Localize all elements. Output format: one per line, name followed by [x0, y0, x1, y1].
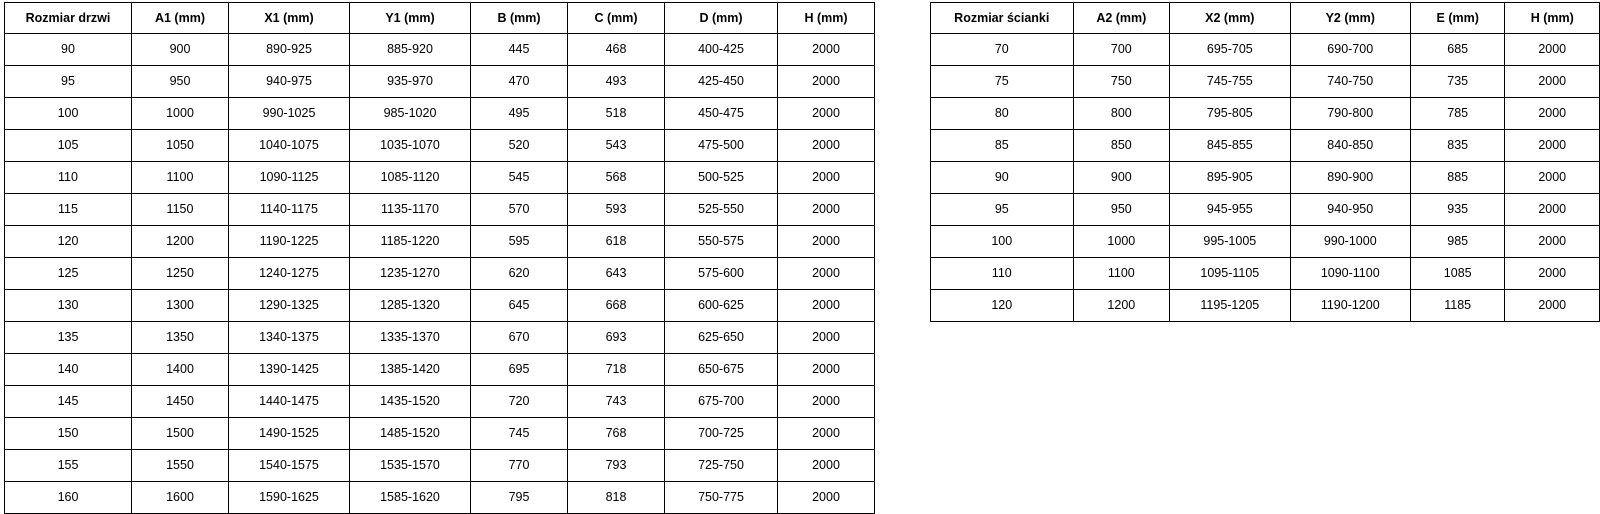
table-cell: 95 [5, 66, 132, 98]
table-cell: 935-970 [350, 66, 471, 98]
table-cell: 135 [5, 322, 132, 354]
table-cell: 1350 [132, 322, 229, 354]
table-cell: 145 [5, 386, 132, 418]
table-cell: 650-675 [665, 354, 778, 386]
table-cell: 768 [568, 418, 665, 450]
table-row [5, 130, 875, 162]
column-header-doors-0: Rozmiar drzwi [5, 3, 132, 34]
table-cell: 2000 [1505, 226, 1600, 258]
column-header-doors-7: H (mm) [778, 3, 875, 34]
table-row [931, 66, 1600, 98]
table-cell: 720 [471, 386, 568, 418]
table-cell: 1200 [132, 226, 229, 258]
table-cell: 2000 [778, 98, 875, 130]
table-cell: 468 [568, 34, 665, 66]
table-row [5, 450, 875, 482]
doors-dimensions-table [4, 2, 875, 514]
table-cell: 1090-1125 [229, 162, 350, 194]
table-row [5, 482, 875, 514]
table-cell: 685 [1410, 34, 1505, 66]
table-cell: 500-525 [665, 162, 778, 194]
table-cell: 1500 [132, 418, 229, 450]
table-row [5, 226, 875, 258]
table-cell: 575-600 [665, 258, 778, 290]
table-cell: 1600 [132, 482, 229, 514]
table-cell: 693 [568, 322, 665, 354]
table-row [931, 194, 1600, 226]
table-cell: 675-700 [665, 386, 778, 418]
table-cell: 940-950 [1290, 194, 1410, 226]
table-cell: 525-550 [665, 194, 778, 226]
table-row [5, 194, 875, 226]
table-cell: 2000 [778, 162, 875, 194]
table-cell: 745-755 [1170, 66, 1290, 98]
table-cell: 2000 [778, 130, 875, 162]
table-cell: 1040-1075 [229, 130, 350, 162]
table-cell: 120 [5, 226, 132, 258]
table-cell: 445 [471, 34, 568, 66]
table-cell: 985 [1410, 226, 1505, 258]
table-header-row [931, 3, 1600, 34]
table-cell: 985-1020 [350, 98, 471, 130]
table-cell: 600-625 [665, 290, 778, 322]
column-header-doors-3: Y1 (mm) [350, 3, 471, 34]
table-cell: 1440-1475 [229, 386, 350, 418]
table-cell: 400-425 [665, 34, 778, 66]
table-cell: 835 [1410, 130, 1505, 162]
table-cell: 1435-1520 [350, 386, 471, 418]
table-cell: 1385-1420 [350, 354, 471, 386]
table-cell: 2000 [778, 194, 875, 226]
column-header-doors-1: A1 (mm) [132, 3, 229, 34]
table-cell: 470 [471, 66, 568, 98]
table-cell: 100 [931, 226, 1074, 258]
table-cell: 2000 [1505, 130, 1600, 162]
table-cell: 790-800 [1290, 98, 1410, 130]
table-cell: 2000 [1505, 66, 1600, 98]
table-row [5, 386, 875, 418]
table-cell: 700 [1073, 34, 1170, 66]
table-cell: 1585-1620 [350, 482, 471, 514]
table-cell: 1550 [132, 450, 229, 482]
table-cell: 2000 [778, 450, 875, 482]
table-cell: 2000 [1505, 194, 1600, 226]
table-cell: 2000 [1505, 258, 1600, 290]
table-cell: 695 [471, 354, 568, 386]
table-cell: 950 [1073, 194, 1170, 226]
column-header-doors-2: X1 (mm) [229, 3, 350, 34]
table-cell: 718 [568, 354, 665, 386]
table-cell: 2000 [778, 482, 875, 514]
table-row [931, 258, 1600, 290]
table-cell: 110 [5, 162, 132, 194]
table-cell: 1135-1170 [350, 194, 471, 226]
table-cell: 1335-1370 [350, 322, 471, 354]
table-cell: 818 [568, 482, 665, 514]
table-cell: 1390-1425 [229, 354, 350, 386]
table-cell: 1185-1220 [350, 226, 471, 258]
table-cell: 2000 [1505, 290, 1600, 322]
table-cell: 840-850 [1290, 130, 1410, 162]
table-cell: 770 [471, 450, 568, 482]
table-cell: 593 [568, 194, 665, 226]
table-cell: 1085-1120 [350, 162, 471, 194]
table-row [5, 354, 875, 386]
table-cell: 620 [471, 258, 568, 290]
table-cell: 700-725 [665, 418, 778, 450]
table-cell: 1090-1100 [1290, 258, 1410, 290]
table-cell: 900 [132, 34, 229, 66]
table-cell: 1095-1105 [1170, 258, 1290, 290]
table-cell: 155 [5, 450, 132, 482]
table-cell: 745 [471, 418, 568, 450]
table-cell: 990-1000 [1290, 226, 1410, 258]
table-cell: 1490-1525 [229, 418, 350, 450]
table-cell: 568 [568, 162, 665, 194]
table-cell: 1240-1275 [229, 258, 350, 290]
table-cell: 130 [5, 290, 132, 322]
table-cell: 645 [471, 290, 568, 322]
walls-dimensions-table [930, 2, 1600, 322]
table-cell: 70 [931, 34, 1074, 66]
table-cell: 750 [1073, 66, 1170, 98]
table-cell: 1400 [132, 354, 229, 386]
table-cell: 885 [1410, 162, 1505, 194]
table-cell: 1100 [1073, 258, 1170, 290]
table-row [5, 34, 875, 66]
table-cell: 80 [931, 98, 1074, 130]
column-header-walls-0: Rozmiar ścianki [931, 3, 1074, 34]
table-cell: 2000 [778, 418, 875, 450]
table-cell: 1000 [132, 98, 229, 130]
column-header-walls-4: E (mm) [1410, 3, 1505, 34]
column-header-doors-4: B (mm) [471, 3, 568, 34]
table-row [5, 66, 875, 98]
column-header-walls-2: X2 (mm) [1170, 3, 1290, 34]
table-cell: 670 [471, 322, 568, 354]
table-cell: 115 [5, 194, 132, 226]
table-cell: 520 [471, 130, 568, 162]
column-header-doors-5: C (mm) [568, 3, 665, 34]
table-row [5, 98, 875, 130]
table-cell: 740-750 [1290, 66, 1410, 98]
table-cell: 695-705 [1170, 34, 1290, 66]
doors-table-body [5, 34, 875, 514]
table-cell: 950 [132, 66, 229, 98]
walls-table-body [931, 34, 1600, 322]
table-cell: 95 [931, 194, 1074, 226]
table-cell: 1150 [132, 194, 229, 226]
table-cell: 475-500 [665, 130, 778, 162]
table-cell: 1250 [132, 258, 229, 290]
table-cell: 75 [931, 66, 1074, 98]
table-cell: 1195-1205 [1170, 290, 1290, 322]
table-row [5, 162, 875, 194]
table-cell: 150 [5, 418, 132, 450]
table-cell: 1185 [1410, 290, 1505, 322]
table-cell: 1285-1320 [350, 290, 471, 322]
table-cell: 2000 [778, 34, 875, 66]
table-cell: 1050 [132, 130, 229, 162]
table-cell: 885-920 [350, 34, 471, 66]
table-cell: 110 [931, 258, 1074, 290]
table-cell: 800 [1073, 98, 1170, 130]
doors-table-header [5, 3, 875, 34]
table-cell: 100 [5, 98, 132, 130]
table-row [931, 34, 1600, 66]
table-cell: 90 [931, 162, 1074, 194]
table-cell: 1085 [1410, 258, 1505, 290]
column-header-walls-3: Y2 (mm) [1290, 3, 1410, 34]
table-row [931, 226, 1600, 258]
table-row [5, 290, 875, 322]
table-cell: 1450 [132, 386, 229, 418]
table-cell: 990-1025 [229, 98, 350, 130]
table-cell: 105 [5, 130, 132, 162]
table-cell: 120 [931, 290, 1074, 322]
walls-dimensions-table-container [930, 2, 1600, 322]
table-cell: 595 [471, 226, 568, 258]
table-cell: 735 [1410, 66, 1505, 98]
column-header-walls-5: H (mm) [1505, 3, 1600, 34]
table-cell: 1300 [132, 290, 229, 322]
table-cell: 625-650 [665, 322, 778, 354]
table-cell: 160 [5, 482, 132, 514]
table-cell: 1000 [1073, 226, 1170, 258]
table-cell: 1290-1325 [229, 290, 350, 322]
table-cell: 2000 [778, 354, 875, 386]
table-cell: 1590-1625 [229, 482, 350, 514]
table-cell: 495 [471, 98, 568, 130]
table-cell: 785 [1410, 98, 1505, 130]
table-cell: 425-450 [665, 66, 778, 98]
table-cell: 643 [568, 258, 665, 290]
table-cell: 793 [568, 450, 665, 482]
column-header-walls-1: A2 (mm) [1073, 3, 1170, 34]
table-cell: 2000 [1505, 34, 1600, 66]
table-cell: 518 [568, 98, 665, 130]
table-cell: 1540-1575 [229, 450, 350, 482]
table-cell: 1535-1570 [350, 450, 471, 482]
table-cell: 1340-1375 [229, 322, 350, 354]
doors-dimensions-table-container [4, 2, 875, 514]
table-cell: 850 [1073, 130, 1170, 162]
table-cell: 725-750 [665, 450, 778, 482]
table-cell: 1485-1520 [350, 418, 471, 450]
table-cell: 2000 [778, 66, 875, 98]
table-row [5, 258, 875, 290]
table-cell: 493 [568, 66, 665, 98]
table-cell: 743 [568, 386, 665, 418]
table-cell: 543 [568, 130, 665, 162]
walls-table-header [931, 3, 1600, 34]
table-header-row [5, 3, 875, 34]
table-cell: 940-975 [229, 66, 350, 98]
table-cell: 2000 [778, 322, 875, 354]
table-cell: 900 [1073, 162, 1170, 194]
table-cell: 2000 [778, 258, 875, 290]
table-cell: 1140-1175 [229, 194, 350, 226]
table-cell: 890-925 [229, 34, 350, 66]
table-cell: 2000 [778, 290, 875, 322]
table-cell: 2000 [1505, 162, 1600, 194]
table-cell: 1100 [132, 162, 229, 194]
table-cell: 935 [1410, 194, 1505, 226]
table-cell: 2000 [778, 226, 875, 258]
table-cell: 550-575 [665, 226, 778, 258]
table-cell: 995-1005 [1170, 226, 1290, 258]
table-cell: 1190-1225 [229, 226, 350, 258]
table-cell: 618 [568, 226, 665, 258]
table-cell: 945-955 [1170, 194, 1290, 226]
table-cell: 690-700 [1290, 34, 1410, 66]
table-cell: 1190-1200 [1290, 290, 1410, 322]
table-cell: 668 [568, 290, 665, 322]
table-cell: 140 [5, 354, 132, 386]
table-cell: 545 [471, 162, 568, 194]
table-row [5, 322, 875, 354]
table-row [5, 418, 875, 450]
table-cell: 2000 [1505, 98, 1600, 130]
table-cell: 750-775 [665, 482, 778, 514]
column-header-doors-6: D (mm) [665, 3, 778, 34]
table-cell: 890-900 [1290, 162, 1410, 194]
table-cell: 795 [471, 482, 568, 514]
table-cell: 125 [5, 258, 132, 290]
table-row [931, 162, 1600, 194]
table-cell: 90 [5, 34, 132, 66]
table-cell: 85 [931, 130, 1074, 162]
table-cell: 895-905 [1170, 162, 1290, 194]
table-row [931, 130, 1600, 162]
table-cell: 1035-1070 [350, 130, 471, 162]
table-cell: 1235-1270 [350, 258, 471, 290]
table-cell: 2000 [778, 386, 875, 418]
table-cell: 570 [471, 194, 568, 226]
table-row [931, 290, 1600, 322]
table-cell: 450-475 [665, 98, 778, 130]
table-cell: 845-855 [1170, 130, 1290, 162]
table-cell: 1200 [1073, 290, 1170, 322]
table-cell: 795-805 [1170, 98, 1290, 130]
table-row [931, 98, 1600, 130]
